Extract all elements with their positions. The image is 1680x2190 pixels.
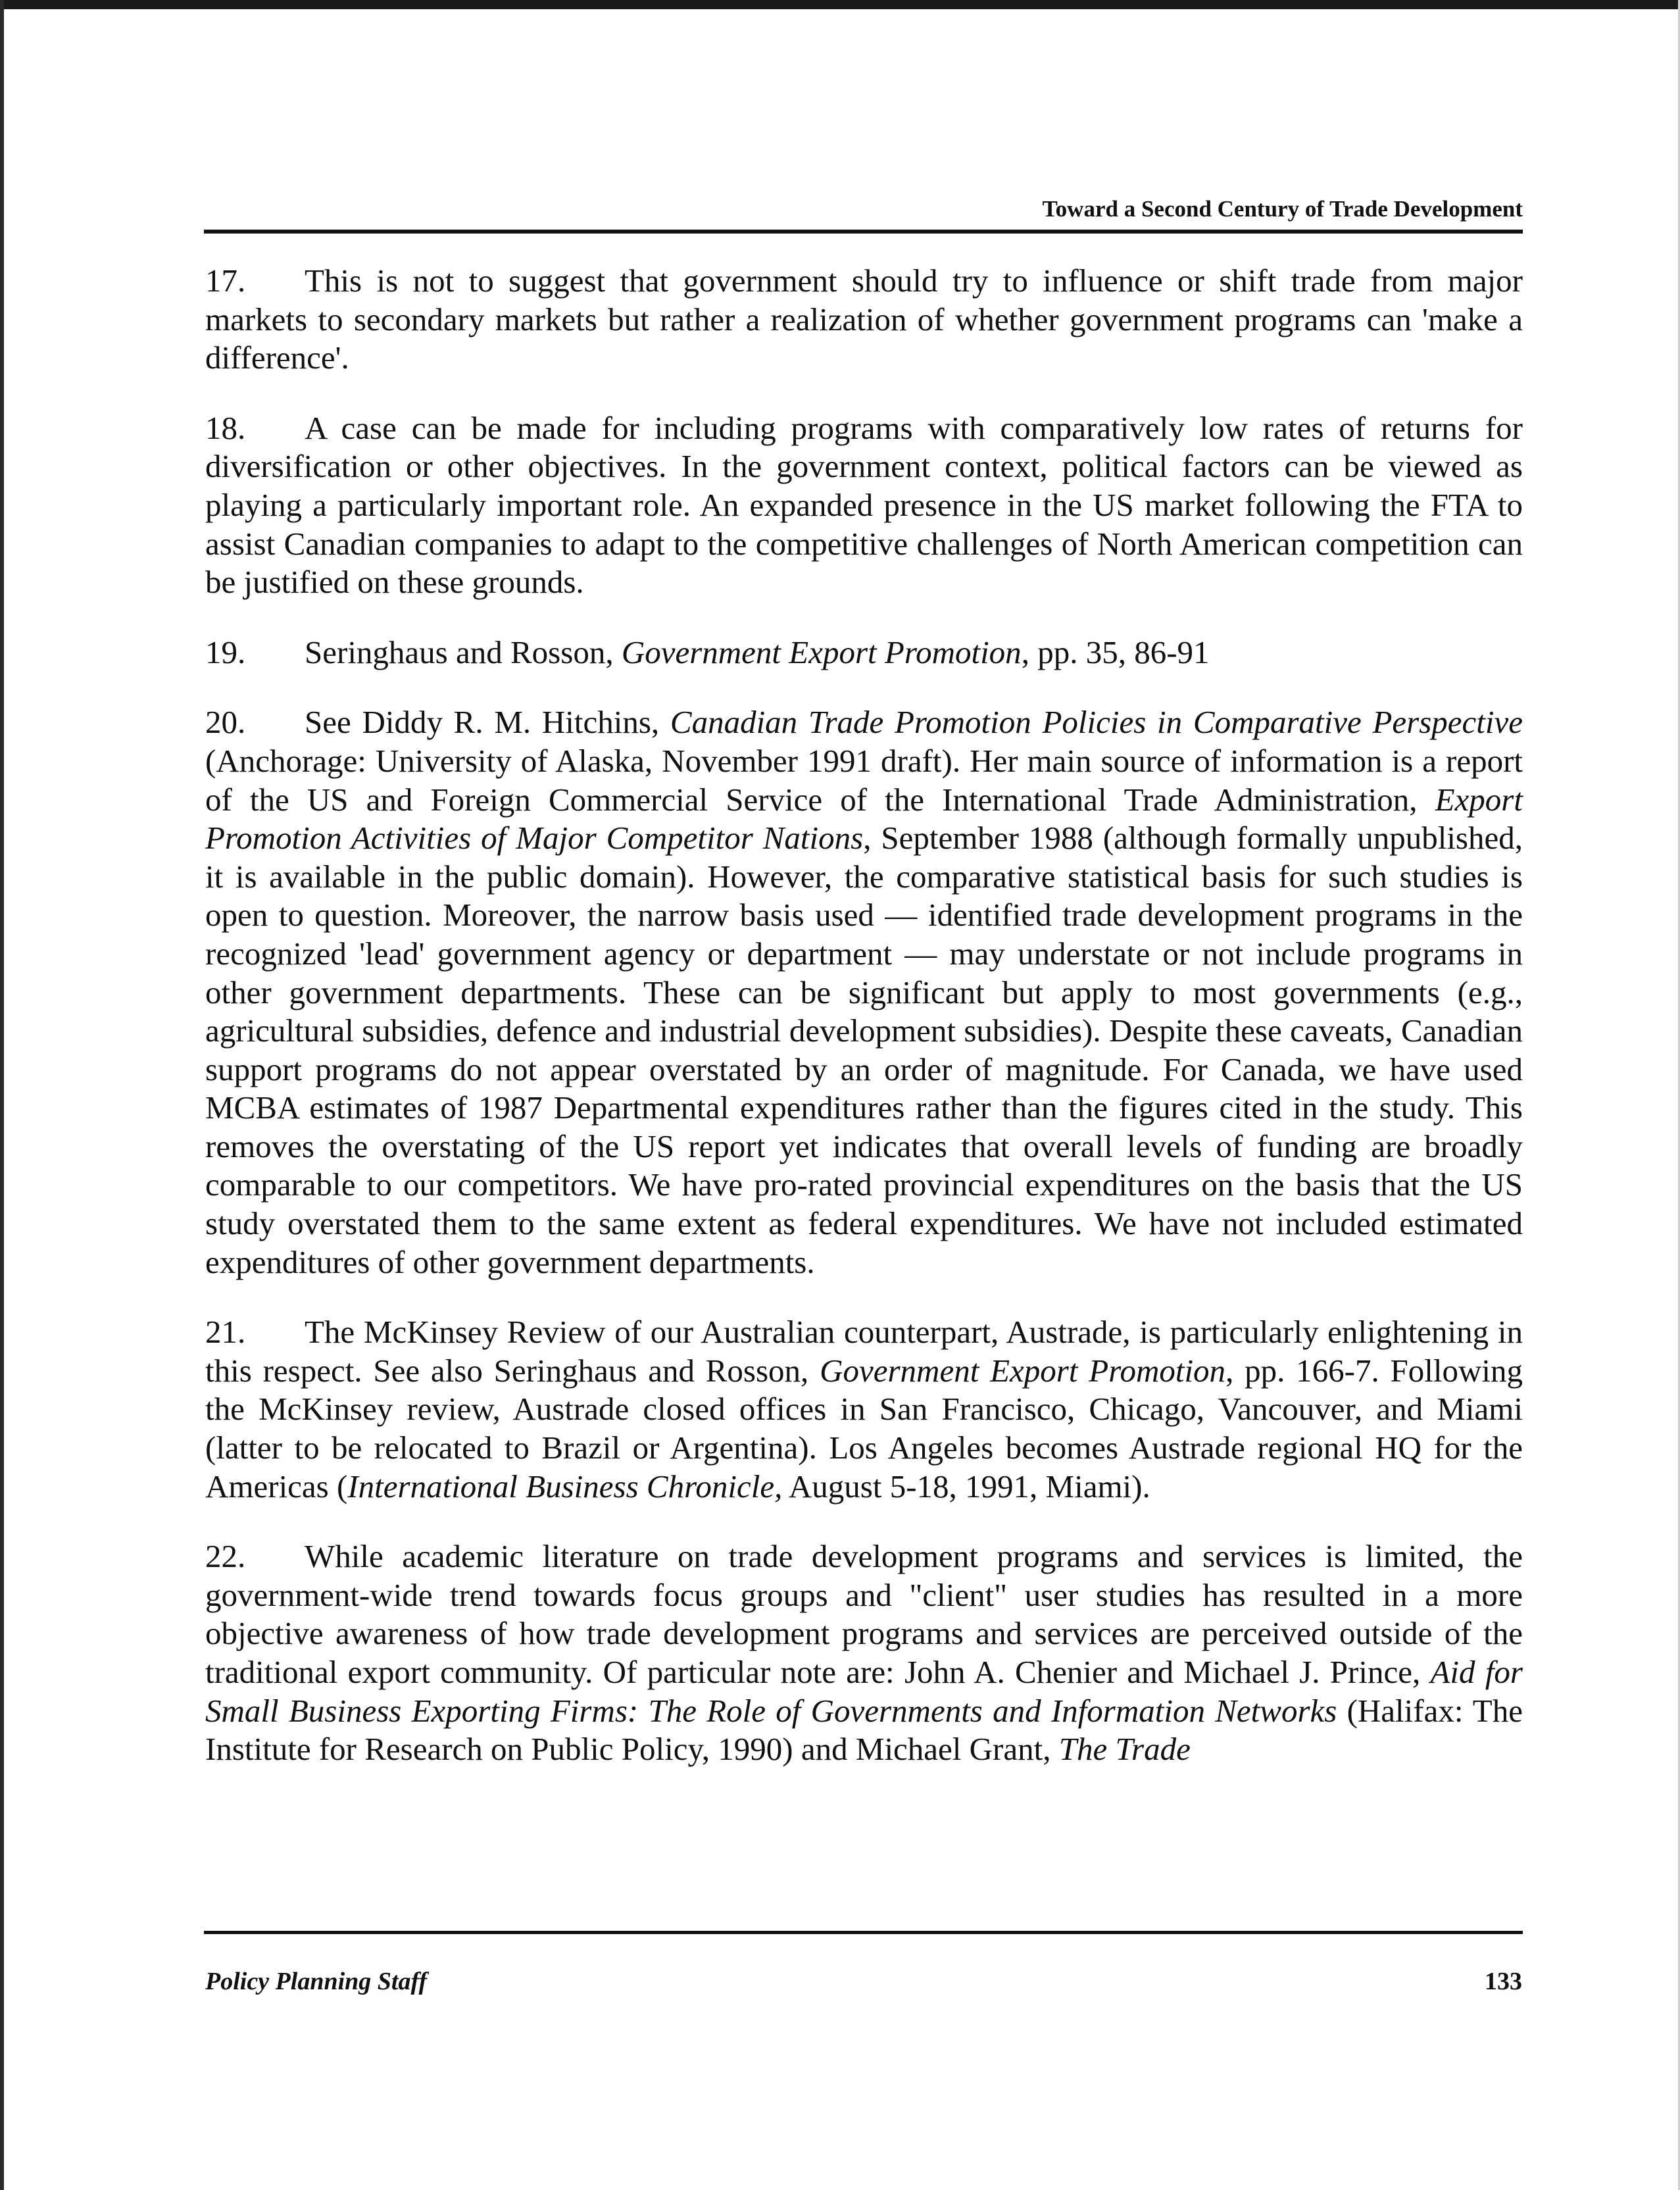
note-text: See Diddy R. M. Hitchins, [305,704,670,741]
note-text: Seringhaus and Rosson, [305,634,622,670]
page-number: 133 [1485,1968,1522,1995]
note-title-italic: Canadian Trade Promotion Policies in Comparative Perspective [670,704,1523,741]
note-text: This is not to suggest that government should try to influence or shift trade from major markets to secondary markets but rather a realization of whether government programs can 'make a difference'. [205,262,1523,376]
scan-border-top [0,0,1680,9]
running-head: Toward a Second Century of Trade Development [1042,196,1523,222]
footer-source: Policy Planning Staff [205,1968,428,1995]
endnotes [205,262,1523,1801]
note-text: , pp. 35, 86-91 [1021,634,1210,670]
endnote-19 [205,634,1523,672]
note-title-italic: Government Export Promotion [621,634,1022,670]
note-text: , September 1988 (although formally unpublished, it is available in the public domain). However, the comparative statistical basis for such studies is open to question. Moreover, the narrow basis used — identified trade development programs in the recognized 'lead' government agency or department — may understate or not include programs in other government departments. These can be significant but apply to most governments (e.g., agricultural subsidies, defence and industrial development subsidies). Despite these caveats, Canadian support programs do not appear overstated by an order of magnitude. For Canada, we have used MCBA estimates of 1987 Departmental expenditures rather than the figures cited in the study. This removes the overstating of the US report yet indicates that overall levels of funding are broadly comparable to our competitors. We have pro-rated provincial expenditures on the basis that the US study overstated them to the same extent as federal expenditures. We have not included estimated expenditures of other government departments. [205,820,1523,1280]
note-number: 22. [205,1538,246,1575]
endnote-22 [205,1537,1523,1769]
note-text: While academic literature on trade development programs and services is limited, the government-wide trend towards focus groups and "client" user studies has resulted in a more objective awareness of how trade development programs and services are perceived outside of the traditional export community. Of particular note are: John A. Chenier and Michael J. Prince, [205,1538,1523,1690]
note-number: 18. [205,409,246,446]
note-text: August 5-18, 1991, Miami). [782,1468,1150,1505]
note-title-italic: Government Export Promotion [820,1352,1226,1389]
note-title-italic: Export Promotion Activities of Major Competitor Nations [205,781,1523,857]
note-text: The McKinsey Review of our Australian counterpart, Austrade, is particularly enlightening in this respect. See also Seringhaus and Rosson, [205,1314,1523,1389]
endnote-18 [205,409,1523,602]
endnote-21 [205,1313,1523,1506]
note-text: A case can be made for including programs with comparatively low rates of returns for diversification or other objectives. In the government context, political factors can be viewed as playing a particularly important role. An expanded presence in the US market following the FTA to assist Canadian companies to adapt to the competitive challenges of North American competition can be justified on these grounds. [205,409,1523,601]
note-number: 20. [205,704,246,741]
note-number: 21. [205,1314,246,1351]
note-title-italic: Aid for Small Business Exporting Firms: The Role of Governments and Information Networks [205,1654,1523,1729]
note-text: , pp. 166-7. Following the McKinsey review, Austrade closed offices in San Francisco, Chicago, Vancouver, and Miami (latter to be relocated to Brazil or Argentina). Los Angeles becomes Austrade regional HQ for the Americas ( [205,1352,1523,1505]
note-title-italic: International Business Chronicle, [347,1468,783,1505]
note-number: 19. [205,634,246,670]
note-text: (Anchorage: University of Alaska, November 1991 draft). Her main source of information is a report of the US and Foreign Commercial Service of the International Trade Administration, [205,742,1523,818]
note-number: 17. [205,262,246,299]
scan-border-left [0,0,4,2190]
header-rule [204,230,1523,234]
endnote-17 [205,262,1523,378]
note-text: (Halifax: The Institute for Research on Public Policy, 1990) and Michael Grant, [205,1692,1523,1768]
footer-rule [204,1931,1523,1934]
note-title-italic: The Trade [1058,1731,1191,1768]
endnote-20 [205,703,1523,1282]
